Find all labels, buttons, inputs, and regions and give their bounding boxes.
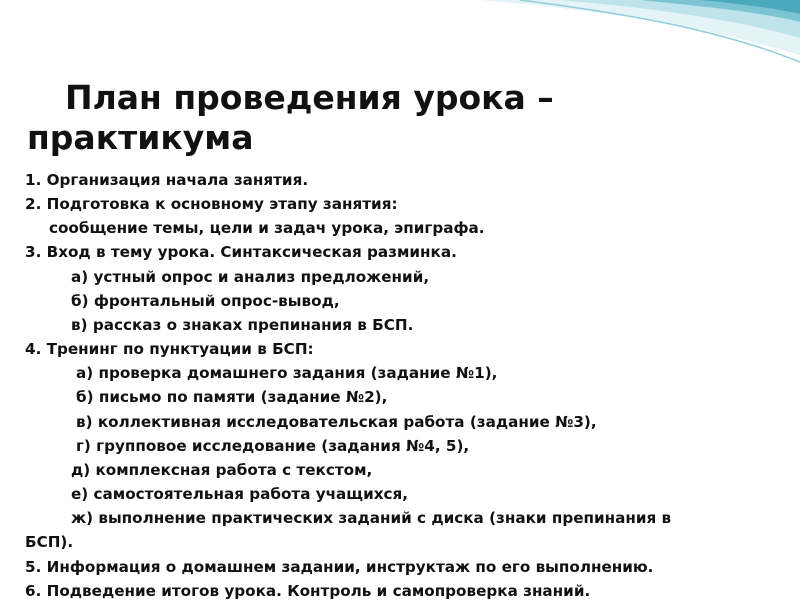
plan-item-2-detail: сообщение темы, цели и задач урока, эпиграфа.	[49, 219, 485, 238]
plan-subitem-4c: в) коллективная исследовательская работа (задание №3),	[76, 412, 597, 431]
plan-subitem-4f: е) самостоятельная работа учащихся,	[71, 485, 409, 504]
plan-subitem-3c: в) рассказ о знаках препинания в БСП.	[71, 315, 414, 334]
plan-item-5: 5. Информация о домашнем задании, инструктаж по его выполнению.	[25, 557, 654, 576]
slide-title: План проведения урока – практикума	[27, 78, 554, 157]
plan-item-4: 4. Тренинг по пунктуации в БСП:	[25, 340, 314, 359]
decorative-wave-corner	[0, 0, 800, 70]
plan-subitem-4b: б) письмо по памяти (задание №2),	[76, 388, 388, 407]
plan-subitem-3a: а) устный опрос и анализ предложений,	[71, 267, 430, 286]
plan-subitem-4g: ж) выполнение практических заданий с диска (знаки препинания в	[71, 509, 672, 528]
plan-item-1: 1. Организация начала занятия.	[25, 171, 309, 189]
plan-subitem-4d: г) групповое исследование (задания №4, 5),	[76, 436, 470, 455]
plan-item-2: 2. Подготовка к основному этапу занятия:	[25, 195, 398, 214]
plan-subitem-4a: а) проверка домашнего задания (задание №1),	[76, 364, 498, 383]
plan-subitem-4e: д) комплексная работа с текстом,	[71, 460, 373, 479]
plan-item-3: 3. Вход в тему урока. Синтаксическая разминка.	[25, 243, 457, 262]
plan-item-6: 6. Подведение итогов урока. Контроль и самопроверка знаний.	[25, 581, 591, 600]
plan-subitem-4g-continuation: БСП).	[25, 533, 74, 552]
plan-subitem-3b: б) фронтальный опрос-вывод,	[71, 291, 340, 310]
lesson-plan-list	[25, 168, 795, 600]
